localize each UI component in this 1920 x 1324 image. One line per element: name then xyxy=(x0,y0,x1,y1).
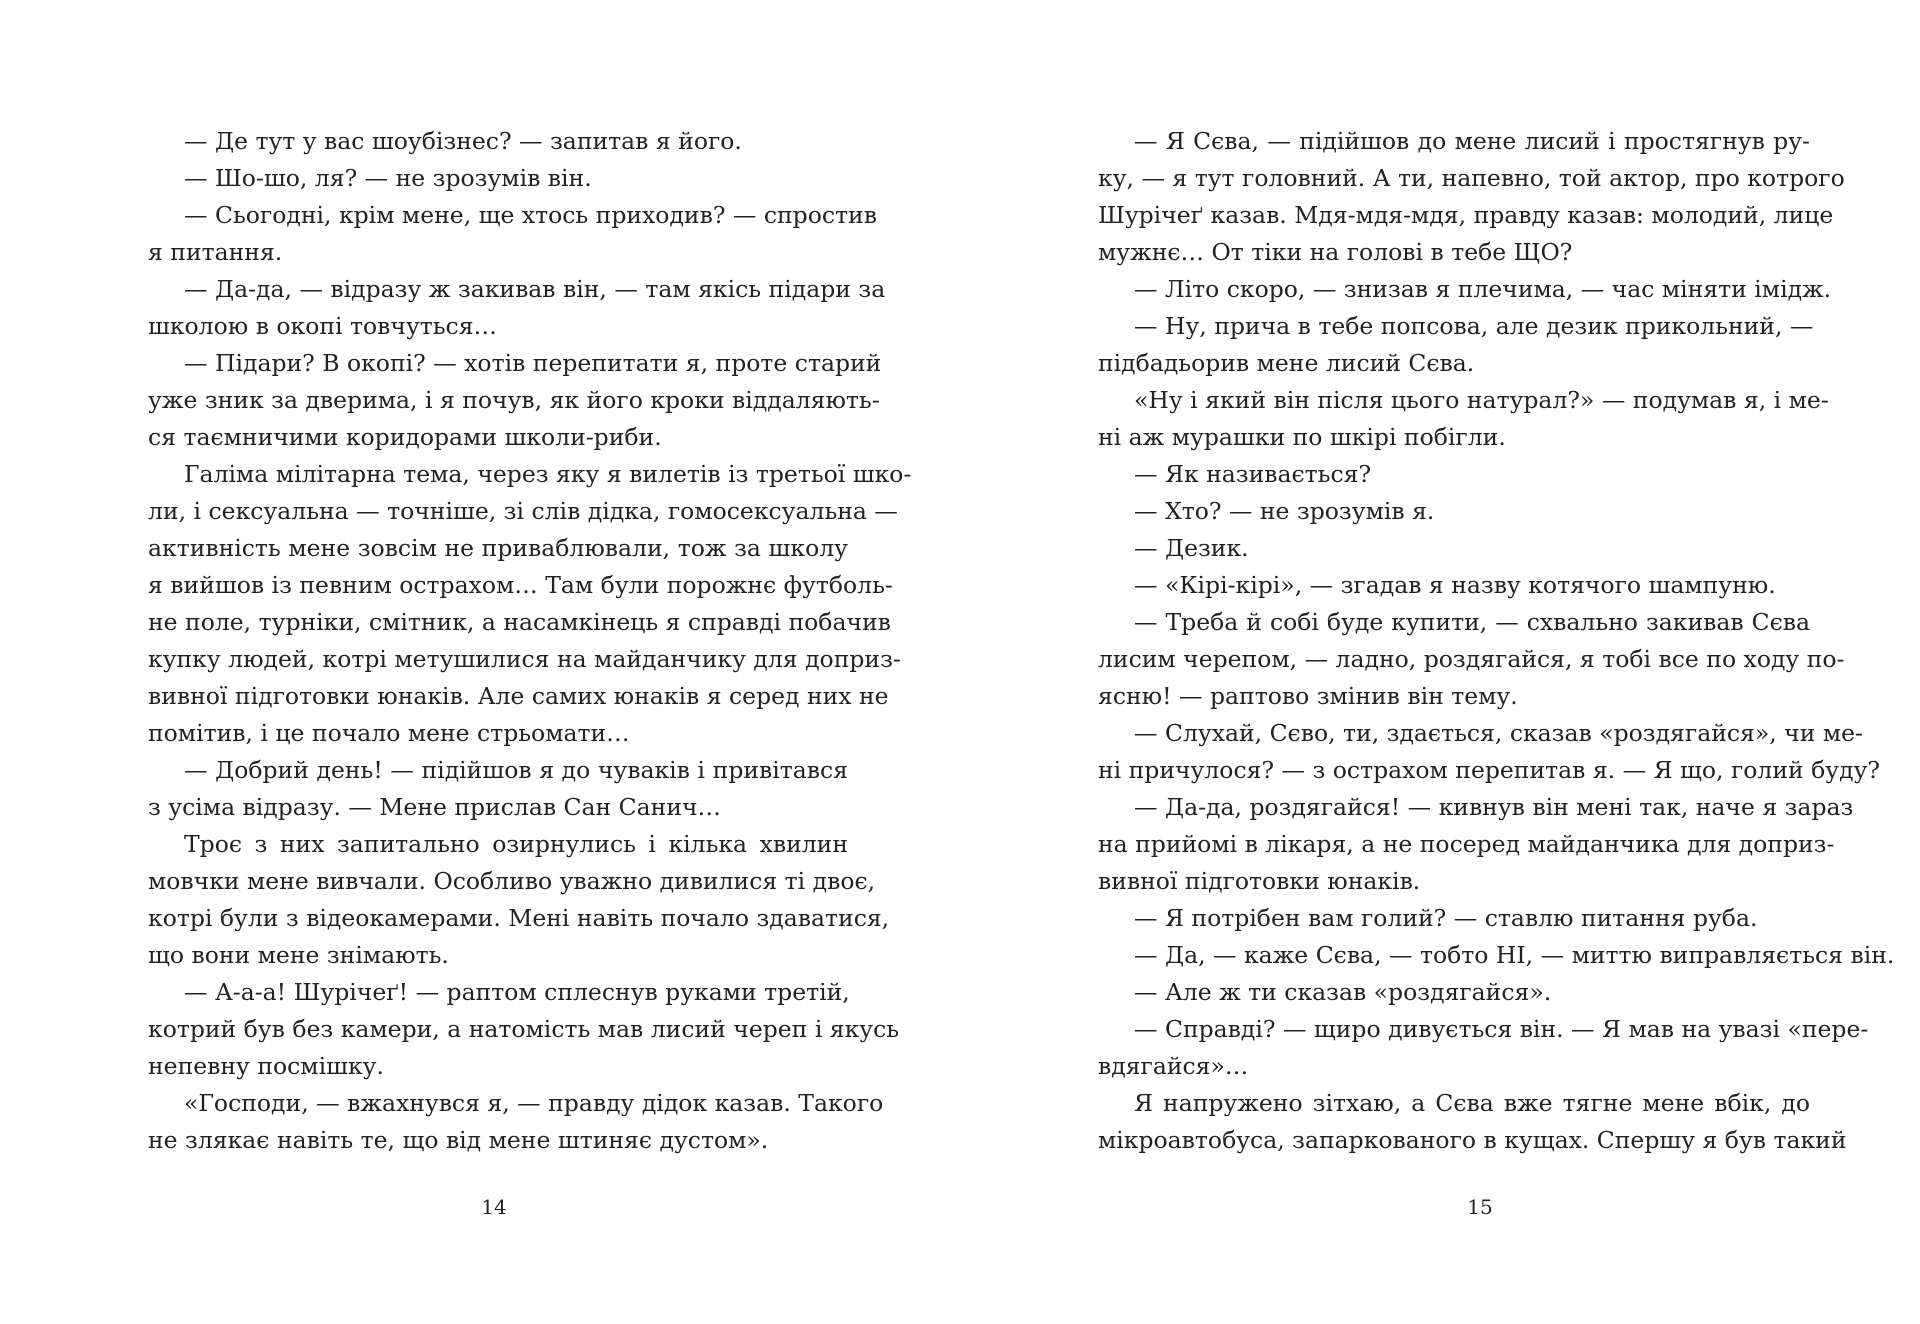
text-line: — Підари? В окопі? — хотів перепитати я, проте старий xyxy=(184,349,882,377)
text-line: «Господи, — вжахнувся я, — правду дідок казав. Такого xyxy=(184,1089,884,1117)
text-line: вивної підготовки юнаків. Але самих юнаків я серед них не xyxy=(148,682,889,710)
text-line: — Ну, причa в тебе попсова, але дезик прикольний, — xyxy=(1134,312,1814,340)
text-line: — Але ж ти сказав «роздягайся». xyxy=(1134,978,1552,1006)
text-line: — Де тут у вас шоубізнес? — запитав я його. xyxy=(184,127,742,155)
text-line: — «Кірі-кірі», — згадав я назву котячого шампуню. xyxy=(1134,571,1776,599)
text-line: вивної підготовки юнаків. xyxy=(1098,867,1421,895)
page-number: 15 xyxy=(1467,1195,1493,1219)
text-line: школою в окопі товчуться… xyxy=(148,312,498,340)
text-line: ку, — я тут головний. А ти, напевно, той актор, про котрого xyxy=(1098,164,1845,192)
text-line: на прийомі в лікаря, а не посеред майданчика для доприз- xyxy=(1098,830,1835,858)
text-line: — Да-да, — відразу ж закивав він, — там якісь підари за xyxy=(184,275,886,303)
right-page xyxy=(960,0,1920,1324)
text-line: ли, і сексуальна — точніше, зі слів дідка, гомосексуальна — xyxy=(148,497,898,525)
text-line: я вийшов із певним острахом… Там були порожнє футболь- xyxy=(148,571,893,599)
text-line: — Да-да, роздягайся! — кивнув він мені так, наче я зараз xyxy=(1134,793,1854,821)
text-line: — Літо скоро, — знизав я плечима, — час міняти імідж. xyxy=(1134,275,1832,303)
text-line: — Справді? — щиро дивується він. — Я мав на увазі «пере- xyxy=(1134,1015,1869,1043)
right-page-text xyxy=(1098,123,1895,1159)
left-page-text xyxy=(148,123,912,1159)
text-line: котрі були з відеокамерами. Мені навіть почало здаватися, xyxy=(148,904,890,932)
text-line: — Добрий день! — підійшов я до чуваків і привітався xyxy=(184,756,848,784)
text-line: «Ну і який він після цього натурал?» — подумав я, і ме- xyxy=(1134,386,1829,414)
text-line: уже зник за дверима, і я почув, як його кроки віддаляють- xyxy=(148,386,880,414)
text-line: ні причулося? — з острахом перепитав я. — Я що, голий буду? xyxy=(1098,756,1881,784)
text-line: Троє з них запитально озирнулись і кілька хвилин xyxy=(184,830,848,858)
text-line: що вони мене знімають. xyxy=(148,941,449,969)
page-number: 14 xyxy=(481,1195,507,1219)
text-line: — Як називається? xyxy=(1134,460,1372,488)
text-line: Шурічеґ казав. Мдя-мдя-мдя, правду казав: молодий, лице xyxy=(1098,201,1834,229)
text-line: помітив, і це почало мене стрьомати… xyxy=(148,719,630,747)
text-line: Я напружено зітхаю, а Сєва вже тягне мене вбік, до xyxy=(1134,1089,1810,1117)
text-line: — Я потрібен вам голий? — ставлю питання руба. xyxy=(1134,904,1758,932)
text-line: я питання. xyxy=(148,238,283,266)
text-line: — Слухай, Сєво, ти, здається, сказав «роздягайся», чи ме- xyxy=(1134,719,1863,747)
text-line: ся таємничими коридорами школи-риби. xyxy=(148,423,662,451)
text-line: ні аж мурашки по шкірі побігли. xyxy=(1098,423,1506,451)
text-line: — Да, — каже Сєва, — тобто НІ, — миттю виправляється він. xyxy=(1134,941,1895,969)
text-line: — Шо-шо, ля? — не зрозумів він. xyxy=(184,164,592,192)
text-line: купку людей, котрі метушилися на майданчику для доприз- xyxy=(148,645,901,673)
text-line: мужнє… От тіки на голові в тебе ЩО? xyxy=(1098,238,1573,266)
text-line: вдягайся»… xyxy=(1098,1052,1249,1080)
text-line: не злякає навіть те, що від мене штиняє дустом». xyxy=(148,1126,769,1154)
text-line: не поле, турніки, смітник, а насамкінець я справді побачив xyxy=(148,608,891,636)
text-line: активність мене зовсім не приваблювали, тож за школу xyxy=(148,534,848,562)
text-line: мовчки мене вивчали. Особливо уважно дивилися ті двоє, xyxy=(148,867,876,895)
text-line: мікроавтобуса, запаркованого в кущах. Спершу я був такий xyxy=(1098,1126,1847,1154)
text-line: — А-а-а! Шурічеґ! — раптом сплеснув руками третій, xyxy=(184,978,850,1006)
text-line: з усіма відразу. — Мене прислав Сан Санич… xyxy=(148,793,722,821)
text-line: — Сьогодні, крім мене, ще хтось приходив? — спростив xyxy=(184,201,877,229)
text-line: — Дезик. xyxy=(1134,534,1249,562)
text-line: — Хто? — не зрозумів я. xyxy=(1134,497,1435,525)
text-line: — Треба й собі буде купити, — схвально закивав Сєва xyxy=(1134,608,1810,636)
text-line: підбадьорив мене лисий Сєва. xyxy=(1098,349,1475,377)
text-line: ясню! — раптово змінив він тему. xyxy=(1098,682,1518,710)
text-line: — Я Сєва, — підійшов до мене лисий і простягнув ру- xyxy=(1134,127,1810,155)
text-line: котрий був без камери, а натомість мав лисий череп і якусь xyxy=(148,1015,900,1043)
text-line: непевну посмішку. xyxy=(148,1052,384,1080)
text-line: Галіма мілітарна тема, через яку я вилетів із третьої шко- xyxy=(184,460,912,488)
text-line: лисим черепом, — ладно, роздягайся, я тобі все по ходу по- xyxy=(1098,645,1845,673)
